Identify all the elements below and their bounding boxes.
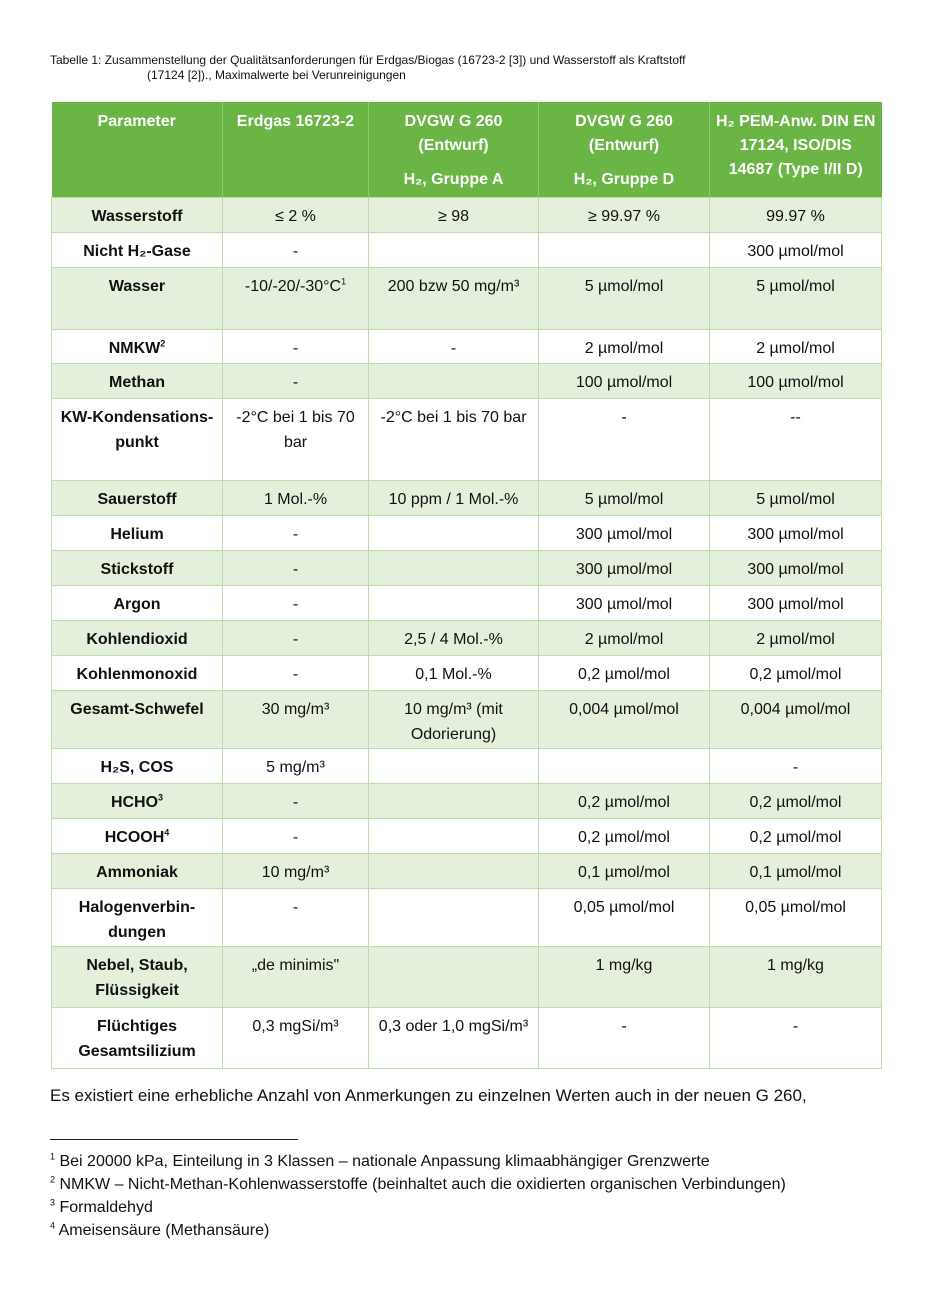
cell-gruppe-a-text: 10 mg/m³ (mit Odorierung) [404, 701, 503, 743]
cell-gruppe-d [539, 621, 710, 656]
cell-gruppe-d [539, 656, 710, 691]
footnote-text: Ameisensäure (Methansäure) [58, 1222, 270, 1239]
cell-pem [710, 233, 882, 268]
footnote-text: NMKW – Nicht-Methan-Kohlenwasserstoffe (beinhaltet auch die oxidierten organischen Verbindungen) [59, 1176, 786, 1193]
table-row [52, 268, 882, 330]
cell-gruppe-d [539, 1008, 710, 1069]
cell-gruppe-a [369, 854, 539, 889]
cell-parameter-text: Helium [110, 526, 164, 543]
cell-erdgas-text: -10/-20/-30°C [244, 278, 342, 295]
cell-parameter [52, 784, 223, 819]
cell-gruppe-a [369, 551, 539, 586]
cell-parameter-text: Gesamt-Schwefel [70, 701, 204, 718]
cell-erdgas-text: - [292, 243, 299, 260]
cell-erdgas-text: 1 Mol.-% [263, 491, 328, 508]
table-row [52, 819, 882, 854]
cell-gruppe-a [369, 621, 539, 656]
cell-erdgas [223, 364, 369, 399]
cell-gruppe-d-text: 2 µmol/mol [584, 340, 664, 357]
cell-gruppe-d-text: 0,2 µmol/mol [578, 829, 670, 846]
cell-erdgas-text: 30 mg/m³ [261, 701, 330, 718]
cell-gruppe-a [369, 889, 539, 947]
cell-erdgas-text: - [292, 374, 299, 391]
cell-pem-text: 99.97 % [766, 208, 825, 225]
cell-gruppe-d [539, 268, 710, 330]
cell-gruppe-d-text: 0,05 µmol/mol [573, 899, 675, 916]
cell-erdgas [223, 330, 369, 364]
cell-erdgas [223, 947, 369, 1008]
cell-erdgas-text: - [292, 829, 299, 846]
header-pem: H₂ PEM-Anw. DIN EN 17124, ISO/DIS 14687 (Type I/II D) [710, 102, 882, 198]
cell-parameter [52, 819, 223, 854]
cell-erdgas-text: 0,3 mgSi/m³ [252, 1018, 339, 1035]
cell-gruppe-d-text: - [621, 1018, 627, 1035]
header-gruppe-d-sub: H₂, Gruppe D [573, 171, 675, 188]
quality-requirements-table [51, 102, 882, 1069]
cell-erdgas [223, 854, 369, 889]
cell-gruppe-d [539, 784, 710, 819]
cell-parameter-text: KW-Kondensations-punkt [60, 409, 214, 451]
cell-gruppe-d [539, 749, 710, 784]
cell-parameter [52, 854, 223, 889]
footnote-ref: 4 [164, 827, 170, 838]
cell-pem [710, 854, 882, 889]
cell-gruppe-d-text: 1 mg/kg [595, 957, 653, 974]
cell-parameter-text: Nebel, Staub, Flüssigkeit [86, 957, 188, 999]
cell-erdgas [223, 691, 369, 749]
header-gruppe-a-title: DVGW G 260 (Entwurf) [404, 113, 503, 154]
cell-pem [710, 551, 882, 586]
cell-erdgas-text: -2°C bei 1 bis 70 bar [236, 409, 355, 451]
cell-gruppe-d [539, 819, 710, 854]
cell-gruppe-d-text: 5 µmol/mol [584, 278, 664, 295]
cell-parameter [52, 621, 223, 656]
cell-gruppe-d [539, 947, 710, 1008]
table-header-row [52, 102, 882, 198]
table-row [52, 399, 882, 481]
footnote-ref: 3 [158, 792, 164, 803]
cell-gruppe-d-text: 2 µmol/mol [584, 631, 664, 648]
cell-parameter-text: H₂S, COS [100, 759, 174, 776]
cell-pem-text: 0,2 µmol/mol [749, 666, 842, 683]
cell-parameter [52, 233, 223, 268]
table-row [52, 516, 882, 551]
cell-gruppe-a [369, 198, 539, 233]
cell-gruppe-a [369, 749, 539, 784]
cell-parameter [52, 481, 223, 516]
cell-erdgas [223, 889, 369, 947]
footnote-item [50, 1196, 850, 1219]
cell-gruppe-d [539, 364, 710, 399]
cell-erdgas [223, 399, 369, 481]
cell-pem [710, 268, 882, 330]
cell-parameter [52, 947, 223, 1008]
cell-erdgas [223, 1008, 369, 1069]
cell-gruppe-a [369, 330, 539, 364]
cell-erdgas-text: 5 mg/m³ [266, 759, 325, 776]
cell-gruppe-d-text: 300 µmol/mol [575, 596, 673, 613]
cell-gruppe-d-text: 300 µmol/mol [575, 561, 673, 578]
cell-gruppe-a [369, 819, 539, 854]
cell-gruppe-d [539, 481, 710, 516]
cell-parameter [52, 889, 223, 947]
cell-pem [710, 784, 882, 819]
cell-erdgas-text: - [292, 340, 299, 357]
cell-gruppe-a-text: 10 ppm / 1 Mol.-% [388, 491, 519, 508]
cell-pem-text: 2 µmol/mol [756, 340, 835, 357]
cell-gruppe-a [369, 691, 539, 749]
cell-gruppe-a [369, 481, 539, 516]
header-gruppe-a-sub: H₂, Gruppe A [403, 171, 504, 188]
cell-parameter-text: Kohlendioxid [86, 631, 188, 648]
table-caption [50, 53, 890, 83]
cell-gruppe-a [369, 586, 539, 621]
footnote-ref: 1 [341, 276, 347, 287]
header-gruppe-a [369, 102, 539, 198]
header-gruppe-d [539, 102, 710, 198]
cell-erdgas [223, 656, 369, 691]
table-row [52, 330, 882, 364]
cell-parameter-text: Wasser [108, 278, 166, 295]
cell-pem [710, 364, 882, 399]
cell-parameter [52, 330, 223, 364]
table-row [52, 889, 882, 947]
footnote-number: 2 [50, 1174, 56, 1185]
cell-pem [710, 691, 882, 749]
table-body [52, 198, 882, 1069]
footnote-item [50, 1173, 850, 1196]
cell-pem [710, 516, 882, 551]
cell-erdgas [223, 268, 369, 330]
cell-pem [710, 1008, 882, 1069]
cell-pem-text: 300 µmol/mol [747, 243, 844, 260]
cell-erdgas [223, 784, 369, 819]
cell-gruppe-d [539, 330, 710, 364]
table-row [52, 691, 882, 749]
cell-gruppe-a [369, 516, 539, 551]
cell-erdgas-text: „de minimis" [251, 957, 340, 974]
footnote-item [50, 1150, 850, 1173]
cell-erdgas [223, 749, 369, 784]
footnote-ref: 2 [160, 338, 166, 349]
cell-gruppe-a-text: -2°C bei 1 bis 70 bar [380, 409, 527, 426]
cell-pem-text: 0,004 µmol/mol [740, 701, 851, 718]
cell-gruppe-d-text: 0,2 µmol/mol [578, 666, 670, 683]
cell-gruppe-a [369, 656, 539, 691]
cell-pem-text: 100 µmol/mol [747, 374, 844, 391]
cell-erdgas [223, 198, 369, 233]
cell-parameter-text: Stickstoff [100, 561, 174, 578]
cell-pem-text: -- [790, 409, 801, 426]
cell-gruppe-d [539, 889, 710, 947]
cell-parameter-text: NMKW [108, 340, 161, 357]
header-erdgas: Erdgas 16723-2 [223, 102, 369, 198]
footnote-text: Bei 20000 kPa, Einteilung in 3 Klassen – nationale Anpassung klimaabhängiger Grenzwerte [59, 1153, 710, 1170]
cell-gruppe-d [539, 399, 710, 481]
cell-parameter [52, 198, 223, 233]
cell-gruppe-d-text: 0,1 µmol/mol [578, 864, 670, 881]
cell-pem [710, 481, 882, 516]
cell-pem-text: 2 µmol/mol [756, 631, 835, 648]
cell-parameter [52, 749, 223, 784]
cell-parameter-text: Argon [113, 596, 161, 613]
cell-erdgas [223, 516, 369, 551]
cell-erdgas-text: - [292, 666, 299, 683]
cell-pem-text: 1 mg/kg [767, 957, 824, 974]
cell-pem-text: 0,05 µmol/mol [745, 899, 846, 916]
cell-pem-text: 300 µmol/mol [747, 526, 844, 543]
caption-line-1: Tabelle 1: Zusammenstellung der Qualitätsanforderungen für Erdgas/Biogas (16723-2 [3]) und Wasserstoff als Kraftstoff [50, 53, 686, 67]
cell-gruppe-d-text: 5 µmol/mol [584, 491, 664, 508]
cell-gruppe-d [539, 516, 710, 551]
footnote-number: 1 [50, 1151, 56, 1162]
cell-gruppe-a-text: 200 bzw 50 mg/m³ [387, 278, 520, 295]
cell-gruppe-d-text: ≥ 99.97 % [588, 208, 660, 225]
cell-pem [710, 947, 882, 1008]
header-gruppe-d-title: DVGW G 260 (Entwurf) [575, 113, 673, 154]
footnote-number: 4 [50, 1220, 56, 1231]
table-row [52, 947, 882, 1008]
cell-erdgas-text: - [292, 899, 299, 916]
cell-pem [710, 749, 882, 784]
cell-gruppe-d [539, 691, 710, 749]
table-row [52, 364, 882, 399]
footnote-number: 3 [50, 1197, 56, 1208]
cell-gruppe-a-text: 0,3 oder 1,0 mgSi/m³ [378, 1018, 529, 1035]
cell-pem-text: 300 µmol/mol [747, 561, 844, 578]
table-row [52, 551, 882, 586]
footnote-divider [50, 1139, 298, 1140]
cell-parameter-text: Sauerstoff [97, 491, 177, 508]
cell-pem-text: - [792, 1018, 799, 1035]
table-row [52, 854, 882, 889]
cell-gruppe-d-text: 0,2 µmol/mol [578, 794, 670, 811]
cell-parameter [52, 364, 223, 399]
table-row [52, 233, 882, 268]
cell-pem [710, 586, 882, 621]
cell-erdgas [223, 819, 369, 854]
table-row [52, 749, 882, 784]
cell-gruppe-d [539, 854, 710, 889]
cell-gruppe-d-text: 300 µmol/mol [575, 526, 673, 543]
cell-pem-text: 0,1 µmol/mol [749, 864, 842, 881]
cell-erdgas [223, 233, 369, 268]
cell-parameter-text: Methan [109, 374, 165, 391]
cell-parameter-text: Ammoniak [96, 864, 178, 881]
cell-gruppe-d [539, 198, 710, 233]
table-row [52, 586, 882, 621]
cell-pem [710, 399, 882, 481]
cell-pem-text: 5 µmol/mol [756, 491, 835, 508]
cell-pem-text: 5 µmol/mol [756, 278, 835, 295]
cell-pem-text: 300 µmol/mol [747, 596, 844, 613]
cell-gruppe-a [369, 268, 539, 330]
cell-erdgas [223, 481, 369, 516]
header-parameter: Parameter [52, 102, 223, 198]
table-row [52, 481, 882, 516]
cell-erdgas [223, 586, 369, 621]
cell-erdgas-text: ≤ 2 % [275, 208, 316, 225]
cell-parameter-text: Kohlenmonoxid [76, 666, 198, 683]
cell-erdgas-text: - [292, 631, 299, 648]
cell-gruppe-a [369, 364, 539, 399]
body-text: Es existiert eine erhebliche Anzahl von Anmerkungen zu einzelnen Werten auch in der neuen G 260, [50, 1086, 807, 1105]
cell-erdgas-text: - [292, 561, 299, 578]
cell-parameter-text: Wasserstoff [91, 208, 183, 225]
cell-parameter [52, 656, 223, 691]
cell-pem-text: 0,2 µmol/mol [749, 829, 842, 846]
cell-parameter [52, 399, 223, 481]
cell-parameter-text: Flüchtiges Gesamtsilizium [78, 1018, 196, 1060]
table-row [52, 656, 882, 691]
cell-gruppe-a [369, 233, 539, 268]
cell-parameter-text: HCHO [110, 794, 159, 811]
cell-gruppe-d-text: 100 µmol/mol [575, 374, 673, 391]
cell-parameter [52, 268, 223, 330]
table-row [52, 198, 882, 233]
cell-erdgas [223, 621, 369, 656]
cell-erdgas-text: - [292, 596, 299, 613]
table-row [52, 1008, 882, 1069]
cell-gruppe-d [539, 551, 710, 586]
cell-gruppe-a [369, 947, 539, 1008]
cell-erdgas-text: - [292, 526, 299, 543]
cell-gruppe-d-text: - [621, 409, 627, 426]
cell-erdgas [223, 551, 369, 586]
cell-parameter-text: Halogenverbin-dungen [78, 899, 196, 941]
cell-pem [710, 889, 882, 947]
footnotes [50, 1150, 850, 1242]
cell-pem-text: - [792, 759, 799, 776]
cell-parameter-text: Nicht H₂-Gase [83, 243, 191, 260]
cell-pem [710, 198, 882, 233]
cell-gruppe-d-text: 0,004 µmol/mol [569, 701, 679, 718]
cell-parameter-text: HCOOH [104, 829, 165, 846]
cell-parameter [52, 691, 223, 749]
footnote-text: Formaldehyd [59, 1199, 153, 1216]
cell-gruppe-d [539, 233, 710, 268]
cell-gruppe-a-text: 0,1 Mol.-% [415, 666, 492, 683]
cell-gruppe-a-text: - [450, 340, 457, 357]
cell-gruppe-a-text: 2,5 / 4 Mol.-% [404, 631, 503, 648]
cell-pem [710, 621, 882, 656]
cell-pem [710, 656, 882, 691]
footnote-item [50, 1219, 850, 1242]
cell-parameter [52, 551, 223, 586]
table-row [52, 784, 882, 819]
cell-gruppe-a [369, 1008, 539, 1069]
cell-pem [710, 819, 882, 854]
cell-gruppe-a [369, 399, 539, 481]
table-row [52, 621, 882, 656]
cell-gruppe-a [369, 784, 539, 819]
cell-gruppe-a-text: ≥ 98 [437, 208, 470, 225]
cell-pem [710, 330, 882, 364]
cell-parameter [52, 1008, 223, 1069]
cell-gruppe-d [539, 586, 710, 621]
cell-erdgas-text: 10 mg/m³ [261, 864, 330, 881]
cell-parameter [52, 586, 223, 621]
cell-pem-text: 0,2 µmol/mol [749, 794, 842, 811]
caption-line-2: (17124 [2])., Maximalwerte bei Verunreinigungen [147, 68, 406, 82]
cell-erdgas-text: - [292, 794, 299, 811]
cell-parameter [52, 516, 223, 551]
